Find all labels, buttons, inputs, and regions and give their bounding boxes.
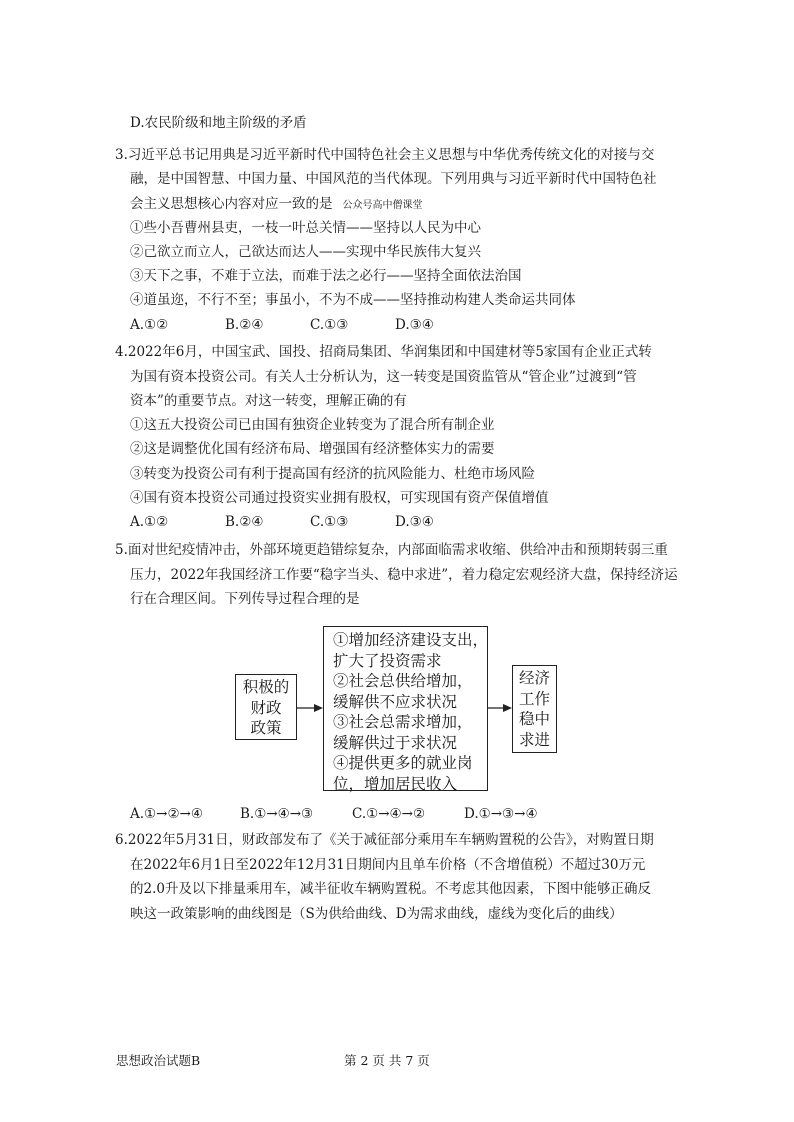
q3-item-4: ④道虽迩，不行不至；事虽小，不为不成——坚持推动构建人类命运共同体 — [130, 292, 576, 308]
q3-item-2: ②己欲立而立人，己欲达而达人——实现中华民族伟大复兴 — [130, 244, 481, 260]
q3-stem-text: 会主义思想核心内容对应一致的是 — [130, 196, 333, 212]
q5-option-b: B.①→④→③ — [240, 806, 314, 822]
q3-option-d: D.③④ — [395, 317, 434, 333]
watermark-text: 公众号高中僧课堂 — [342, 200, 423, 211]
fiscal-policy-line-2: 财政 — [250, 698, 282, 717]
q6-stem-line-1: 6.2022年5月31日，财政部发布了《关于减征部分乘用车车辆购置税的公告》，对购置日期 — [115, 832, 654, 848]
step-line-1: ①增加经济建设支出， — [333, 631, 489, 649]
arrow-middle-to-right — [488, 704, 512, 712]
q4-item-2: ②这是调整优化国有经济布局、增强国有经济整体实力的需要 — [130, 441, 495, 457]
economic-stability-line-1: 经济 — [518, 669, 550, 687]
q3-item-3: ③天下之事，不难于立法，而难于法之必行——坚持全面依法治国 — [130, 268, 522, 284]
q4-option-c: C.①③ — [310, 514, 349, 530]
step-line-8: 位，增加居民收入 — [333, 774, 458, 793]
q4-option-a: A.①② — [130, 514, 169, 530]
step-line-7: ④提供更多的就业岗 — [333, 754, 473, 772]
q4-option-d: D.③④ — [395, 514, 434, 530]
fiscal-policy-line-3: 政策 — [250, 719, 282, 737]
q4-item-4: ④国有资本投资公司通过投资实业拥有股权，可实现国有资产保值增值 — [130, 490, 549, 506]
step-line-3: ②社会总供给增加， — [333, 672, 473, 690]
q4-option-b: B.②④ — [225, 514, 264, 530]
economic-stability-line-4: 求进 — [518, 730, 550, 749]
q3-stem-line-1: 3.习近平总书记用典是习近平新时代中国特色社会主义思想与中华优秀传统文化的对接与交 — [115, 147, 655, 163]
q5-option-d: D.①→③→④ — [464, 806, 538, 822]
q4-stem-line-1: 4.2022年6月，中国宝武、国投、招商局集团、华润集团和中国建材等5家国有企业正式转 — [115, 344, 652, 360]
q3-stem-line-2: 融，是中国智慧、中国力量、中国风范的当代体现。下列用典与习近平新时代中国特色社 — [130, 171, 657, 187]
q4-item-3: ③转变为投资公司有利于提高国有经济的抗风险能力、杜绝市场风险 — [130, 466, 535, 482]
q5-option-c: C.①→④→② — [352, 806, 426, 822]
economic-stability-line-2: 工作 — [518, 689, 550, 708]
q5-option-a: A.①→②→④ — [130, 806, 203, 822]
arrow-left-to-middle — [297, 704, 323, 712]
q3-option-a: A.①② — [130, 317, 169, 333]
step-line-4: 缓解供不应求状况 — [333, 692, 458, 711]
step-line-5: ③社会总需求增加， — [333, 713, 473, 731]
q4-stem-line-3: 资本”的重要节点。对这一转变，理解正确的有 — [130, 393, 407, 409]
fiscal-policy-line-1: 积极的 — [242, 678, 290, 696]
q5-stem-line-3: 行在合理区间。下列传导过程合理的是 — [130, 591, 360, 607]
q3-item-1: ①些小吾曹州县吏，一枝一叶总关情——坚持以人民为中心 — [130, 220, 481, 236]
economic-stability-line-3: 稳中 — [518, 710, 550, 728]
q6-stem-line-3: 的2.0升及以下排量乘用车，减半征收车辆购置税。不考虑其他因素，下图中能够正确反 — [130, 881, 651, 897]
q3-option-b: B.②④ — [225, 317, 264, 333]
q3-option-c: C.①③ — [310, 317, 349, 333]
q4-stem-line-2: 为国有资本投资公司。有关人士分析认为，这一转变是国资监管从“管企业”过渡到“管 — [130, 369, 637, 385]
q5-stem-line-1: 5.面对世纪疫情冲击，外部环境更趋错综复杂，内部面临需求收缩、供给冲击和预期转弱三重 — [115, 542, 668, 558]
step-line-6: 缓解供过于求状况 — [333, 733, 458, 752]
q4-item-1: ①这五大投资公司已由国有独资企业转变为了混合所有制企业 — [130, 417, 495, 433]
q6-stem-line-2: 在2022年6月1日至2022年12月31日期间内且单车价格（不含增值税）不超过30万元 — [130, 857, 646, 873]
footer-page-number: 第 2 页 共 7 页 — [344, 1053, 430, 1068]
q2-option-d: D.农民阶级和地主阶级的矛盾 — [130, 115, 307, 131]
q6-stem-line-4: 映这一政策影响的曲线图是（S为供给曲线、D为需求曲线，虚线为变化后的曲线） — [130, 906, 623, 922]
step-line-2: 扩大了投资需求 — [333, 651, 442, 670]
q5-stem-line-2: 压力，2022年我国经济工作要“稳字当头、稳中求进”，着力稳定宏观经济大盘，保持经济运 — [130, 567, 678, 583]
footer-paper-title: 思想政治试题B — [116, 1053, 201, 1068]
